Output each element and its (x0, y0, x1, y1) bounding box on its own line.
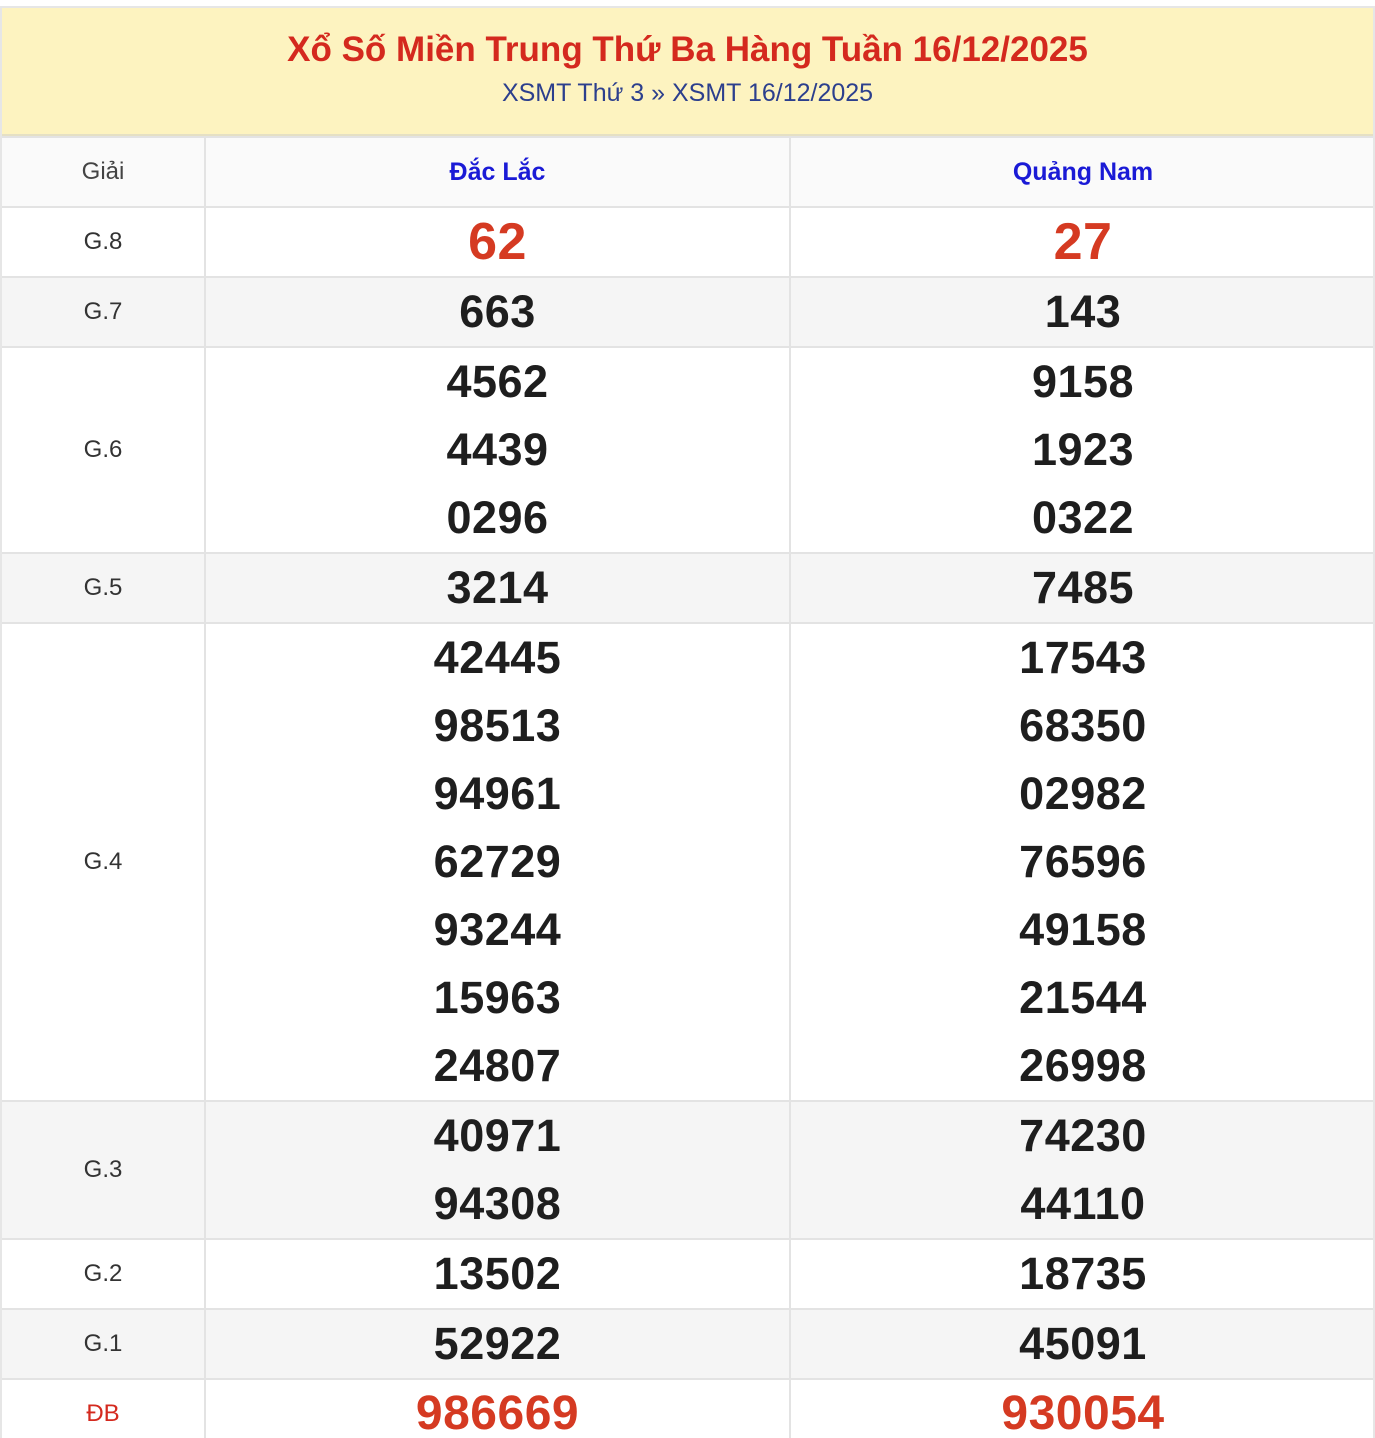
table-row (2, 1101, 1375, 1239)
lottery-number: 18735 (1019, 1248, 1147, 1299)
prize-label: G.2 (83, 1260, 123, 1287)
lottery-number: 26998 (1019, 1040, 1147, 1091)
lottery-number: 62729 (433, 836, 562, 887)
number-cell (790, 207, 1375, 277)
breadcrumb (2, 72, 1373, 110)
prize-cell (2, 623, 205, 1101)
lottery-number: 44110 (1020, 1178, 1146, 1229)
page-title: Xổ Số Miền Trung Thứ Ba Hàng Tuần 16/12/2025 (287, 30, 1088, 69)
province-name[interactable]: Quảng Nam (1012, 157, 1154, 186)
prize-cell (2, 1101, 205, 1239)
breadcrumb-link-date[interactable]: XSMT 16/12/2025 (672, 79, 874, 107)
results-header (2, 8, 1373, 136)
lottery-number: 74230 (1019, 1110, 1147, 1161)
lottery-number: 9158 (1031, 356, 1135, 407)
lottery-number: 3214 (446, 562, 549, 613)
number-cell (205, 1101, 790, 1239)
prize-label: G.3 (83, 1156, 123, 1183)
prize-cell (2, 207, 205, 277)
prize-label: G.8 (83, 228, 123, 255)
table-row (2, 1309, 1375, 1379)
prize-cell (2, 1379, 205, 1438)
table-row (2, 623, 1375, 1101)
lottery-number: 4439 (446, 424, 549, 475)
number-cell (205, 277, 790, 347)
lottery-number: 52922 (433, 1318, 562, 1369)
number-cell (205, 1309, 790, 1379)
lottery-number: 143 (1044, 286, 1122, 337)
lottery-number: 27 (1053, 213, 1113, 271)
number-cell (790, 553, 1375, 623)
lottery-number: 76596 (1019, 836, 1147, 887)
lottery-number: 94308 (433, 1178, 562, 1229)
province-name[interactable]: Đắc Lắc (449, 157, 546, 186)
lottery-number: 4562 (446, 356, 549, 407)
table-row (2, 347, 1375, 553)
lottery-number: 02982 (1019, 768, 1147, 819)
table-row (2, 277, 1375, 347)
number-cell (790, 1309, 1375, 1379)
lottery-number: 49158 (1019, 904, 1147, 955)
lottery-number: 15963 (433, 972, 562, 1023)
results-body (2, 207, 1375, 1438)
lottery-number: 0322 (1031, 492, 1135, 543)
prize-cell (2, 347, 205, 553)
lottery-number: 68350 (1019, 700, 1147, 751)
lottery-number: 24807 (433, 1040, 562, 1091)
lottery-number: 986669 (415, 1387, 580, 1438)
prize-cell (2, 277, 205, 347)
lottery-number: 42445 (433, 632, 562, 683)
number-cell (205, 553, 790, 623)
results-panel (0, 6, 1375, 1438)
lottery-number: 62 (468, 213, 527, 271)
table-row (2, 1239, 1375, 1309)
number-cell (205, 347, 790, 553)
number-cell (790, 623, 1375, 1101)
lottery-number: 40971 (433, 1110, 562, 1161)
table-row (2, 553, 1375, 623)
prize-cell (2, 553, 205, 623)
lottery-number: 7485 (1031, 562, 1135, 613)
number-cell (790, 1239, 1375, 1309)
prize-cell (2, 1309, 205, 1379)
number-cell (205, 1239, 790, 1309)
prize-label: G.7 (83, 298, 123, 325)
prize-label: G.4 (83, 848, 123, 875)
lottery-number: 0296 (446, 492, 549, 543)
prize-cell (2, 1239, 205, 1309)
lottery-number: 663 (459, 286, 536, 337)
lottery-number: 94961 (433, 768, 562, 819)
breadcrumb-link-weekday[interactable]: XSMT Thứ 3 (501, 79, 645, 107)
lottery-number: 21544 (1019, 972, 1147, 1023)
prize-label: G.5 (83, 574, 123, 601)
table-row (2, 207, 1375, 277)
prize-label: G.6 (83, 436, 123, 463)
results-table (2, 136, 1375, 1438)
number-cell (790, 277, 1375, 347)
breadcrumb-separator: » (651, 79, 666, 107)
number-cell (790, 1101, 1375, 1239)
number-cell (790, 347, 1375, 553)
lottery-number: 93244 (433, 904, 562, 955)
prize-column-label: Giải (81, 158, 125, 185)
province-header-quang-nam[interactable] (790, 137, 1375, 207)
prize-label: ĐB (86, 1400, 120, 1427)
lottery-number: 45091 (1019, 1318, 1147, 1369)
prize-column-header (2, 137, 205, 207)
province-header-dak-lak[interactable] (205, 137, 790, 207)
table-row (2, 1379, 1375, 1438)
number-cell (205, 623, 790, 1101)
lottery-number: 17543 (1019, 632, 1147, 683)
number-cell (205, 207, 790, 277)
lottery-number: 98513 (433, 700, 562, 751)
prize-label: G.1 (83, 1330, 123, 1357)
number-cell (205, 1379, 790, 1438)
lottery-number: 13502 (433, 1248, 562, 1299)
lottery-number: 930054 (1001, 1387, 1165, 1438)
lottery-number: 1923 (1031, 424, 1135, 475)
number-cell (790, 1379, 1375, 1438)
